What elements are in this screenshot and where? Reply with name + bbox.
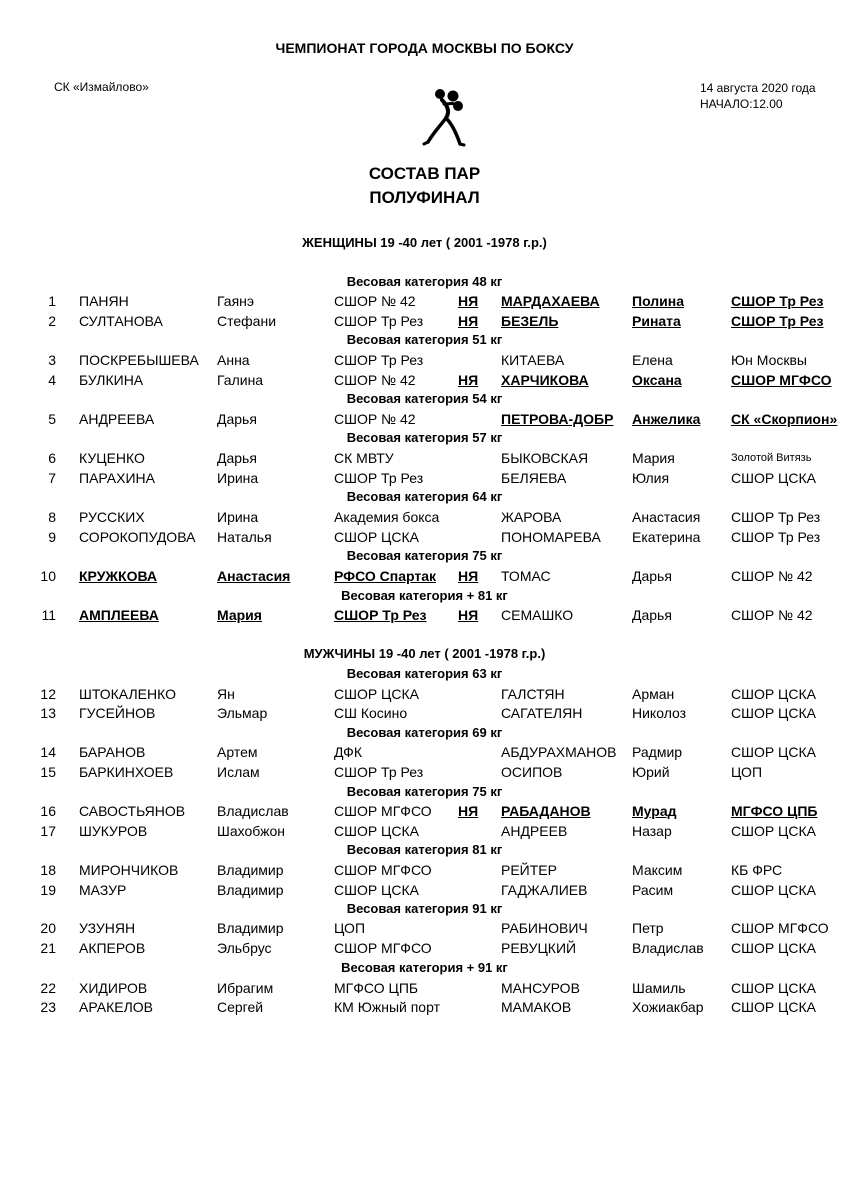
opponent-name: Дарья: [632, 568, 672, 584]
boxer-surname: ГУСЕЙНОВ: [79, 705, 156, 721]
opponent-name: Полина: [632, 293, 685, 309]
weight-category: Весовая категория 63 кг: [346, 666, 503, 681]
table-row: [0, 803, 849, 823]
opponent-surname: БЕЛЯЕВА: [501, 470, 567, 486]
heading-semifinal: ПОЛУФИНАЛ: [369, 188, 480, 207]
boxer-name: Анастасия: [217, 568, 291, 584]
table-row: [0, 450, 849, 470]
boxer-surname: МИРОНЧИКОВ: [79, 862, 179, 878]
opponent-surname: БЫКОВСКАЯ: [501, 450, 589, 466]
opponent-club: СШОР ЦСКА: [731, 686, 817, 702]
opponent-surname: ОСИПОВ: [501, 764, 563, 780]
boxer-name: Сергей: [217, 999, 264, 1015]
row-number: 6: [48, 450, 56, 466]
start-time: НАЧАЛО:12.00: [700, 97, 783, 111]
boxer-club: СШОР ЦСКА: [334, 529, 420, 545]
opponent-club: СШОР ЦСКА: [731, 823, 817, 839]
table-row: [0, 411, 849, 431]
opponent-name: Шамиль: [632, 980, 686, 996]
boxer-surname: СОРОКОПУДОВА: [79, 529, 196, 545]
row-number: 15: [40, 764, 56, 780]
opponent-club: КБ ФРС: [731, 862, 783, 878]
opponent-club: СШОР ЦСКА: [731, 705, 817, 721]
opponent-club: Золотой Витязь: [731, 452, 812, 464]
opponent-surname: АНДРЕЕВ: [501, 823, 568, 839]
table-row: [0, 352, 849, 372]
opponent-name: Юрий: [632, 764, 670, 780]
opponent-surname: РЕЙТЕР: [501, 862, 557, 878]
boxer-name: Ислам: [217, 764, 260, 780]
boxer-club: СШОР Тр Рез: [334, 764, 424, 780]
row-number: 22: [40, 980, 56, 996]
opponent-name: Елена: [632, 352, 673, 368]
weight-category: Весовая категория 91 кг: [346, 901, 503, 916]
boxer-name: Гаянэ: [217, 293, 255, 309]
opponent-club: СШОР Тр Рез: [731, 509, 821, 525]
document-title: ЧЕМПИОНАТ ГОРОДА МОСКВЫ ПО БОКСУ: [275, 40, 574, 56]
row-number: 20: [40, 920, 56, 936]
opponent-club: СШОР № 42: [731, 568, 813, 584]
boxer-surname: КРУЖКОВА: [79, 568, 158, 584]
opponent-surname: ГАДЖАЛИЕВ: [501, 882, 588, 898]
table-row: [0, 529, 849, 549]
heading-lineup: СОСТАВ ПАР: [368, 164, 481, 183]
boxer-surname: ПАНЯН: [79, 293, 129, 309]
opponent-club: СШОР МГФСО: [731, 920, 829, 936]
weight-category: Весовая категория 69 кг: [346, 725, 503, 740]
opponent-surname: ПЕТРОВА-ДОБР: [501, 411, 614, 427]
opponent-name: Максим: [632, 862, 683, 878]
boxer-surname: ХИДИРОВ: [79, 980, 148, 996]
boxer-surname: АМПЛЕЕВА: [79, 607, 159, 623]
row-number: 3: [48, 352, 56, 368]
boxer-club: СК МВТУ: [334, 450, 394, 466]
table-row: [0, 705, 849, 725]
boxer-surname: БАРКИНХОЕВ: [79, 764, 174, 780]
opponent-club: СШОР ЦСКА: [731, 999, 817, 1015]
boxer-club: СШОР № 42: [334, 293, 416, 309]
opponent-surname: ПОНОМАРЕВА: [501, 529, 601, 545]
boxer-name: Дарья: [217, 450, 257, 466]
table-row: [0, 686, 849, 706]
boxer-club: ЦОП: [334, 920, 366, 936]
boxer-surname: РУССКИХ: [79, 509, 145, 525]
opponent-surname: ГАЛСТЯН: [501, 686, 565, 702]
boxer-name: Наталья: [217, 529, 272, 545]
opponent-club: СШОР Тр Рез: [731, 313, 824, 329]
weight-category: Весовая категория 64 кг: [346, 489, 503, 504]
event-date: 14 августа 2020 года: [700, 81, 816, 95]
boxer-surname: ШТОКАЛЕНКО: [79, 686, 176, 702]
boxer-surname: СУЛТАНОВА: [79, 313, 163, 329]
boxer-name: Ян: [217, 686, 235, 702]
opponent-surname: САГАТЕЛЯН: [501, 705, 583, 721]
row-number: 4: [48, 372, 56, 388]
opponent-club: СШОР ЦСКА: [731, 882, 817, 898]
opponent-club: ЦОП: [731, 764, 763, 780]
row-number: 14: [40, 744, 56, 760]
row-number: 19: [40, 882, 56, 898]
opponent-name: Мария: [632, 450, 675, 466]
row-number: 16: [40, 803, 56, 819]
opponent-surname: ТОМАС: [501, 568, 551, 584]
boxer-surname: БУЛКИНА: [79, 372, 144, 388]
no-show-mark: НЯ: [458, 607, 479, 623]
table-row: [0, 882, 849, 902]
boxer-name: Дарья: [217, 411, 257, 427]
opponent-name: Радмир: [632, 744, 683, 760]
boxer-club: СШОР ЦСКА: [334, 823, 420, 839]
boxer-name: Ибрагим: [217, 980, 274, 996]
opponent-name: Рината: [632, 313, 681, 329]
table-row: [0, 920, 849, 940]
boxer-name: Владислав: [217, 803, 289, 819]
opponent-name: Арман: [632, 686, 675, 702]
boxer-name: Ирина: [217, 509, 259, 525]
boxer-name: Владимир: [217, 920, 284, 936]
boxer-club: СШОР № 42: [334, 372, 416, 388]
table-row: [0, 980, 849, 1000]
row-number: 12: [40, 686, 56, 702]
boxer-club: СШОР Тр Рез: [334, 352, 424, 368]
opponent-surname: АБДУРАХМАНОВ: [501, 744, 617, 760]
opponent-club: СШОР ЦСКА: [731, 470, 817, 486]
opponent-name: Расим: [632, 882, 674, 898]
table-row: [0, 940, 849, 960]
opponent-name: Дарья: [632, 607, 672, 623]
boxer-name: Галина: [217, 372, 264, 388]
opponent-surname: МАМАКОВ: [501, 999, 572, 1015]
boxer-name: Владимир: [217, 882, 284, 898]
weight-category: Весовая категория 54 кг: [346, 391, 503, 406]
boxer-surname: МАЗУР: [79, 882, 127, 898]
boxer-name: Анна: [217, 352, 250, 368]
opponent-club: СШОР ЦСКА: [731, 980, 817, 996]
opponent-surname: РАБИНОВИЧ: [501, 920, 588, 936]
weight-category: Весовая категория 75 кг: [346, 548, 503, 563]
table-row: [0, 372, 849, 392]
no-show-mark: НЯ: [458, 372, 479, 388]
opponent-name: Юлия: [632, 470, 670, 486]
boxer-club: СШОР ЦСКА: [334, 882, 420, 898]
no-show-mark: НЯ: [458, 803, 479, 819]
boxer-surname: ПАРАХИНА: [79, 470, 155, 486]
row-number: 23: [40, 999, 56, 1015]
opponent-name: Екатерина: [632, 529, 701, 545]
opponent-surname: КИТАЕВА: [501, 352, 565, 368]
table-row: [0, 313, 849, 333]
opponent-surname: СЕМАШКО: [501, 607, 574, 623]
row-number: 9: [48, 529, 56, 545]
boxer-name: Стефани: [217, 313, 277, 329]
row-number: 5: [48, 411, 56, 427]
opponent-club: Юн Москвы: [731, 352, 807, 368]
opponent-surname: ЖАРОВА: [501, 509, 562, 525]
boxer-surname: АРАКЕЛОВ: [79, 999, 153, 1015]
boxer-club: СШОР ЦСКА: [334, 686, 420, 702]
opponent-name: Хожиакбар: [632, 999, 704, 1015]
opponent-name: Петр: [632, 920, 664, 936]
weight-category: Весовая категория 51 кг: [346, 332, 503, 347]
opponent-club: СШОР МГФСО: [731, 372, 832, 388]
row-number: 8: [48, 509, 56, 525]
row-number: 1: [48, 293, 56, 309]
weight-category: Весовая категория 81 кг: [346, 842, 503, 857]
opponent-surname: БЕЗЕЛЬ: [501, 313, 559, 329]
row-number: 7: [48, 470, 56, 486]
boxer-club: КМ Южный порт: [334, 999, 440, 1015]
boxer-club: Академия бокса: [334, 509, 440, 525]
opponent-surname: МАРДАХАЕВА: [501, 293, 600, 309]
opponent-name: Николоз: [632, 705, 687, 721]
row-number: 11: [41, 607, 56, 623]
row-number: 10: [40, 568, 56, 584]
table-row: [0, 764, 849, 784]
boxer-surname: АНДРЕЕВА: [79, 411, 155, 427]
boxer-club: СШОР МГФСО: [334, 862, 432, 878]
opponent-name: Мурад: [632, 803, 677, 819]
no-show-mark: НЯ: [458, 568, 479, 584]
boxer-club: СШОР МГФСО: [334, 940, 432, 956]
opponent-name: Оксана: [632, 372, 682, 388]
boxer-surname: АКПЕРОВ: [79, 940, 146, 956]
boxer-name: Эльбрус: [217, 940, 272, 956]
boxer-surname: БАРАНОВ: [79, 744, 146, 760]
boxer-club: СШ Косино: [334, 705, 408, 721]
no-show-mark: НЯ: [458, 293, 479, 309]
weight-category: Весовая категория + 91 кг: [341, 960, 508, 975]
boxer-club: СШОР Тр Рез: [334, 607, 427, 623]
opponent-name: Назар: [632, 823, 672, 839]
opponent-club: СШОР ЦСКА: [731, 744, 817, 760]
table-row: [0, 862, 849, 882]
boxer-club: СШОР № 42: [334, 411, 416, 427]
opponent-name: Владислав: [632, 940, 704, 956]
opponent-club: МГФСО ЦПБ: [731, 803, 818, 819]
row-number: 17: [40, 823, 56, 839]
boxer-surname: КУЦЕНКО: [79, 450, 145, 466]
opponent-club: СШОР ЦСКА: [731, 940, 817, 956]
weight-category: Весовая категория 75 кг: [346, 784, 503, 799]
boxer-club: СШОР Тр Рез: [334, 313, 424, 329]
row-number: 21: [40, 940, 56, 956]
boxer-club: РФСО Спартак: [334, 568, 437, 584]
row-number: 13: [40, 705, 56, 721]
boxer-club: МГФСО ЦПБ: [334, 980, 419, 996]
venue-club: СК «Измайлово»: [54, 80, 149, 94]
boxer-surname: САВОСТЬЯНОВ: [79, 803, 186, 819]
opponent-club: СШОР Тр Рез: [731, 293, 824, 309]
row-number: 18: [40, 862, 56, 878]
opponent-surname: МАНСУРОВ: [501, 980, 580, 996]
table-row: [0, 470, 849, 490]
boxer-club: СШОР МГФСО: [334, 803, 432, 819]
boxer-surname: ПОСКРЕБЫШЕВА: [79, 352, 199, 368]
table-row: [0, 509, 849, 529]
opponent-name: Анастасия: [632, 509, 701, 525]
section-men: МУЖЧИНЫ 19 -40 лет ( 2001 -1978 г.р.): [303, 646, 546, 661]
boxer-surname: ШУКУРОВ: [79, 823, 148, 839]
section-women: ЖЕНЩИНЫ 19 -40 лет ( 2001 -1978 г.р.): [302, 235, 547, 250]
opponent-name: Анжелика: [632, 411, 701, 427]
opponent-surname: ХАРЧИКОВА: [501, 372, 589, 388]
weight-category: Весовая категория + 81 кг: [341, 588, 508, 603]
weight-category: Весовая категория 48 кг: [346, 274, 503, 289]
boxer-name: Владимир: [217, 862, 284, 878]
boxer-name: Эльмар: [217, 705, 268, 721]
weight-category: Весовая категория 57 кг: [346, 430, 503, 445]
table-row: [0, 607, 849, 627]
no-show-mark: НЯ: [458, 313, 479, 329]
opponent-surname: РЕВУЦКИЙ: [501, 940, 577, 956]
opponent-surname: РАБАДАНОВ: [501, 803, 591, 819]
boxer-name: Шахобжон: [217, 823, 285, 839]
table-row: [0, 999, 849, 1019]
table-row: [0, 744, 849, 764]
boxer-club: СШОР Тр Рез: [334, 470, 424, 486]
table-row: [0, 293, 849, 313]
row-number: 2: [48, 313, 56, 329]
boxer-name: Ирина: [217, 470, 259, 486]
boxer-club: ДФК: [334, 744, 362, 760]
opponent-club: СШОР Тр Рез: [731, 529, 821, 545]
table-row: [0, 823, 849, 843]
boxer-surname: УЗУНЯН: [79, 920, 136, 936]
opponent-club: СШОР № 42: [731, 607, 813, 623]
boxer-name: Мария: [217, 607, 262, 623]
boxer-name: Артем: [217, 744, 258, 760]
table-row: [0, 568, 849, 588]
opponent-club: СК «Скорпион»: [731, 411, 838, 427]
